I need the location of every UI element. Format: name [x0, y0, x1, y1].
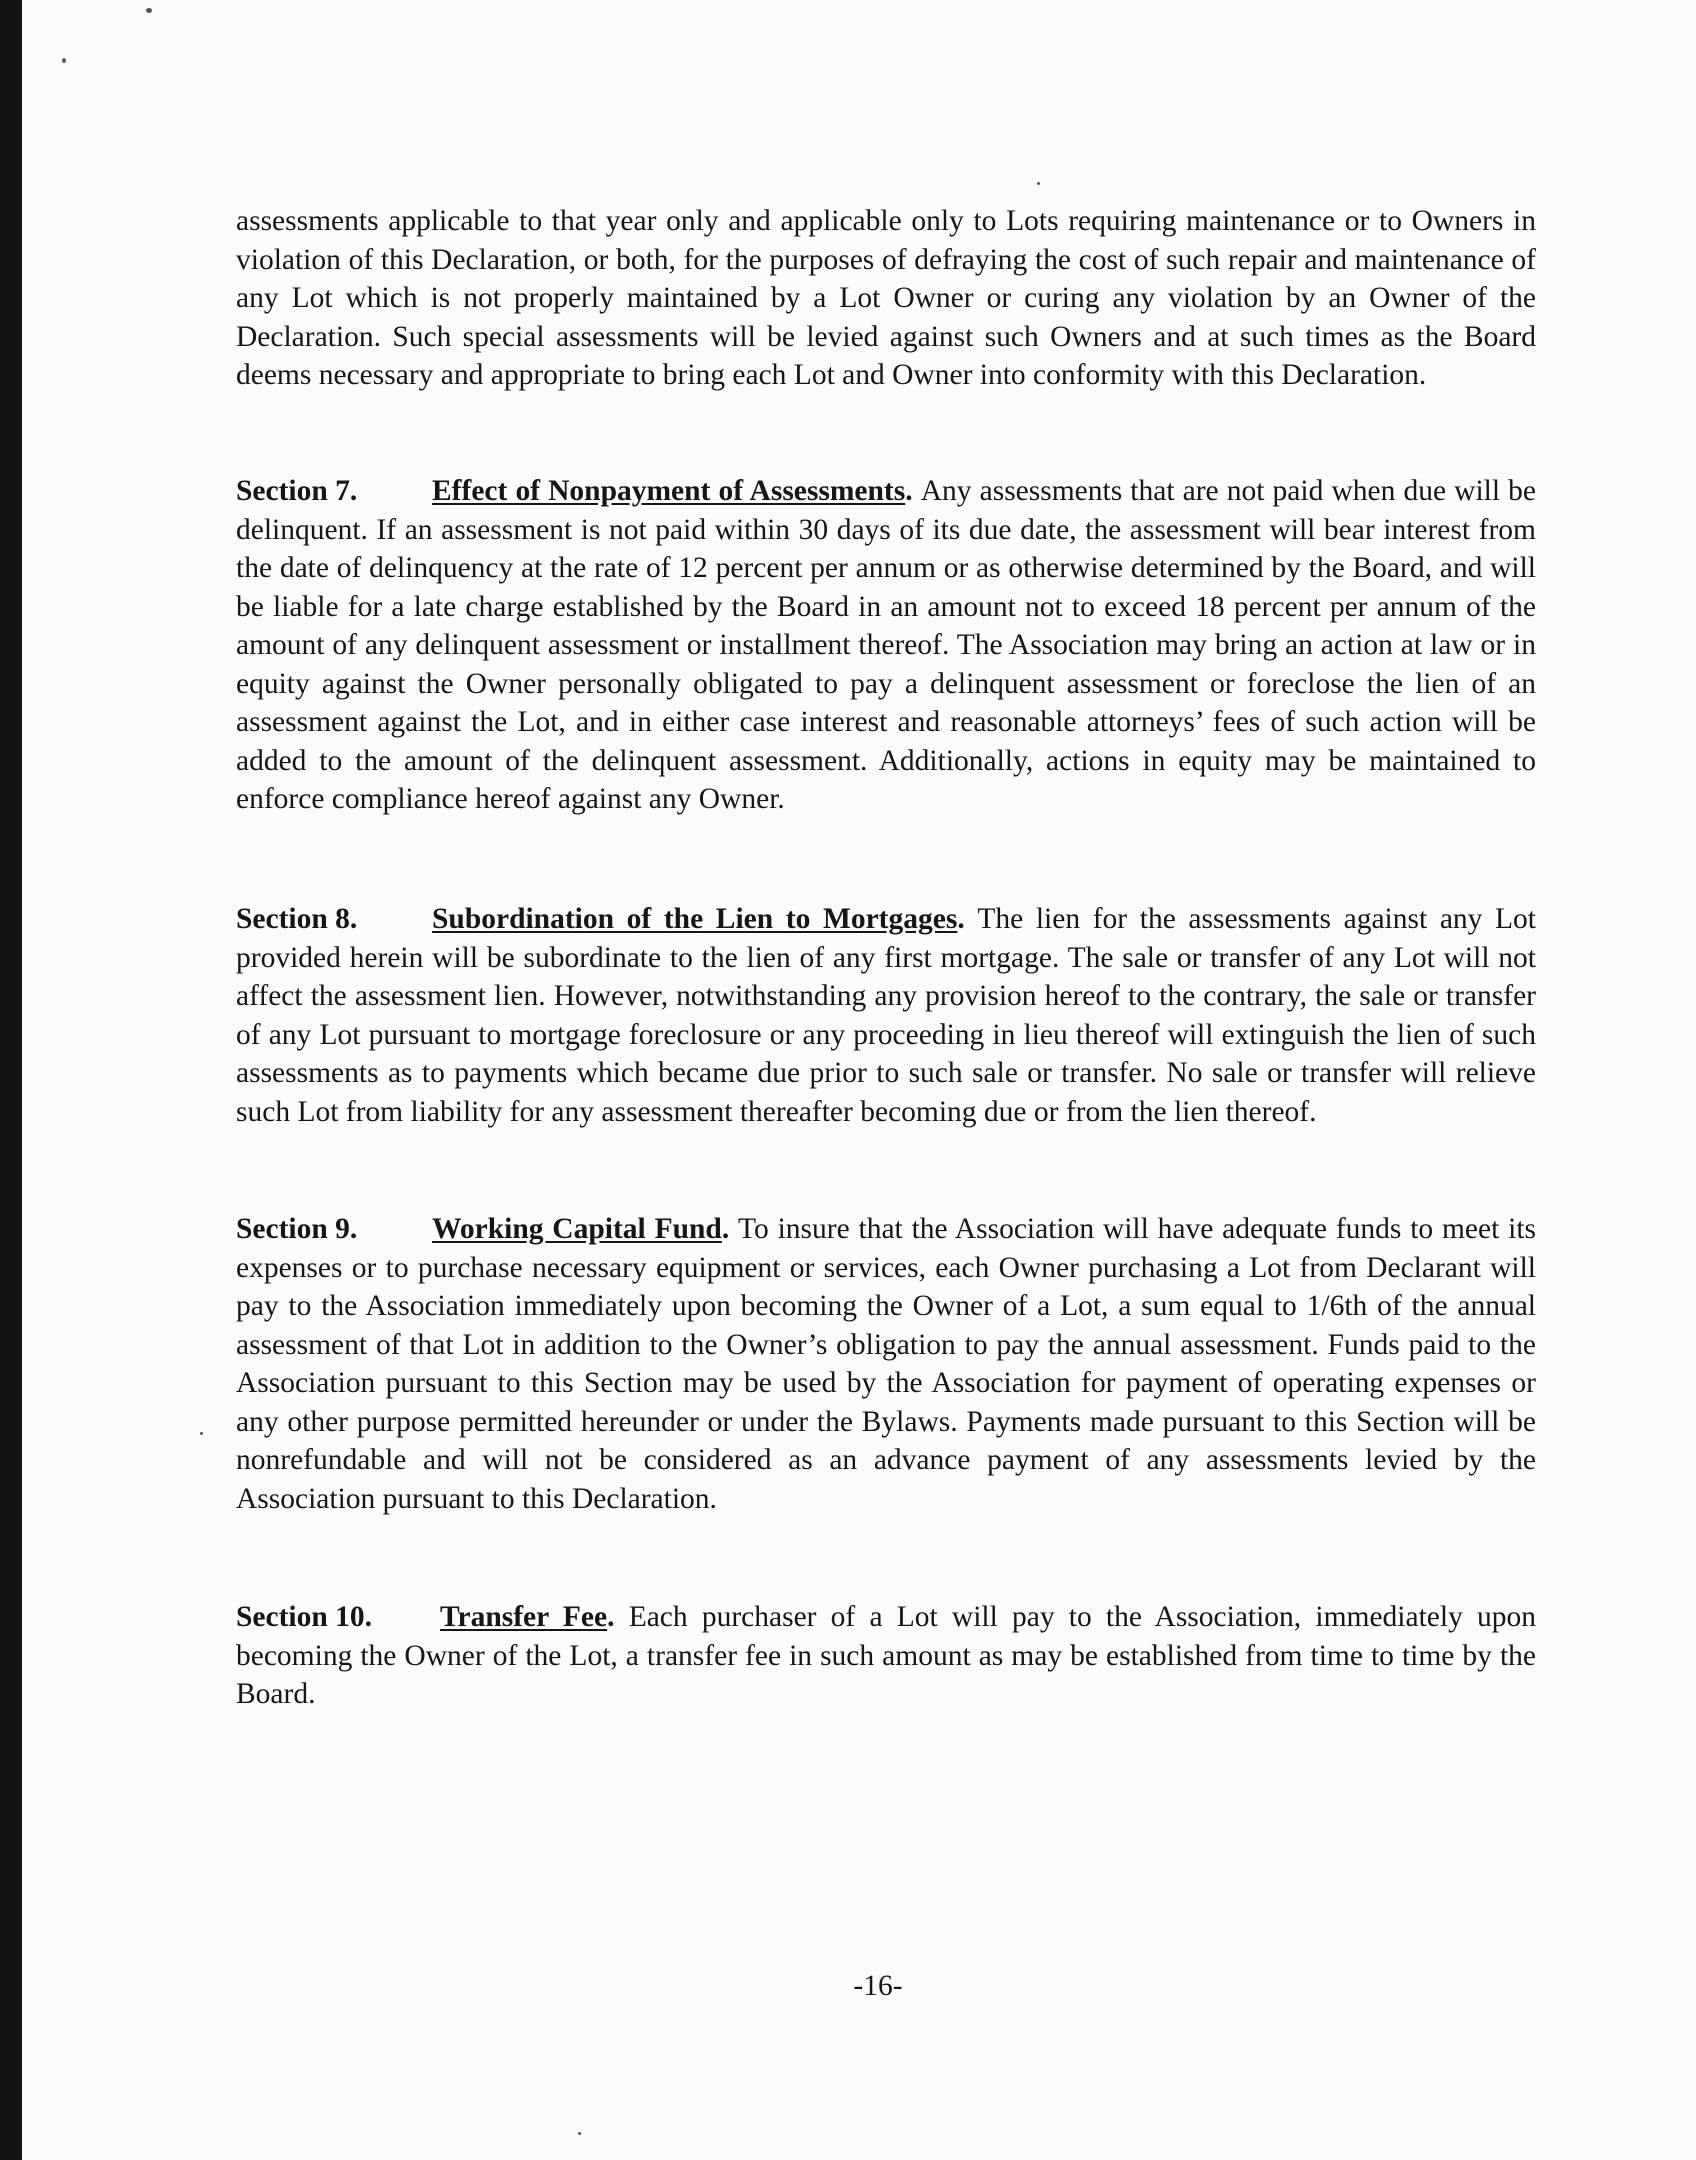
section-paragraph: Section 7. Effect of Nonpayment of Assessments. Any assessments that are not paid when due will be delinquent. If an assessment is not paid within 30 days of its due date, the assessment will bear interest from the date of delinquency at the rate of 12 percent per annum or as otherwise determined by the Board, and will be liable for a late charge established by the Board in an amount not to exceed 18 percent per annum of the amount of any delinquent assessment or installment thereof. The Association may bring an action at law or in equity against the Owner personally obligated to pay a delinquent assessment or foreclose the lien of an assessment against the Lot, and in either case interest and reasonable attorneys’ fees of such action will be added to the amount of the delinquent assessment. Additionally, actions in equity may be maintained to enforce compliance hereof against any Owner.	[236, 472, 1536, 819]
section-title: Effect of Nonpayment of Assessments	[432, 475, 906, 507]
section-body: The lien for the assessments against any Lot provided herein will be subordinate to the lien of any first mortgage. The sale or transfer of any Lot will not affect the assessment lien. However, notwithstanding any provision hereof to the contrary, the sale or transfer of any Lot pursuant to mortgage foreclosure or any proceeding in lieu thereof will extinguish the lien of such assessments as to payments which became due prior to such sale or transfer. No sale or transfer will relieve such Lot from liability for any assessment thereafter becoming due or from the lien thereof.	[236, 903, 1537, 1128]
section-number: Section 9.	[236, 1213, 358, 1245]
section-body: To insure that the Association will have adequate funds to meet its expenses or to purchase necessary equipment or services, each Owner purchasing a Lot from Declarant will pay to the Association immediately upon becoming the Owner of a Lot, a sum equal to 1/6th of the annual assessment of that Lot in addition to the Owner’s obligation to pay the annual assessment. Funds paid to the Association pursuant to this Section may be used by the Association for payment of operating expenses or any other purpose permitted hereunder or under the Bylaws. Payments made pursuant to this Section will be nonrefundable and will not be considered as an advance payment of any assessments levied by the Association pursuant to this Declaration.	[236, 1213, 1537, 1515]
section-body: Each purchaser of a Lot will pay to the Association, immediately upon becoming the Owner of the Lot, a transfer fee in such amount as may be established from time to time by the Board.	[236, 1601, 1537, 1710]
scan-edge	[0, 0, 22, 2160]
scan-speck	[200, 1432, 203, 1435]
page-number: -16-	[853, 1970, 903, 2002]
section-title: Transfer Fee	[440, 1601, 608, 1633]
section-paragraph: Section 8. Subordination of the Lien to Mortgages. The lien for the assessments against any Lot provided herein will be subordinate to the lien of any first mortgage. The sale or transfer of any Lot will not affect the assessment lien. However, notwithstanding any provision hereof to the contrary, the sale or transfer of any Lot pursuant to mortgage foreclosure or any proceeding in lieu thereof will extinguish the lien of such assessments as to payments which became due prior to such sale or transfer. No sale or transfer will relieve such Lot from liability for any assessment thereafter becoming due or from the lien thereof.	[236, 900, 1536, 1131]
section-title: Subordination of the Lien to Mortgages	[432, 903, 958, 935]
scan-speck	[146, 8, 152, 13]
section-9	[236, 1210, 1536, 1518]
section-paragraph: Section 9. Working Capital Fund. To insure that the Association will have adequate funds to meet its expenses or to purchase necessary equipment or services, each Owner purchasing a Lot from Declarant will pay to the Association immediately upon becoming the Owner of a Lot, a sum equal to 1/6th of the annual assessment of that Lot in addition to the Owner’s obligation to pay the annual assessment. Funds paid to the Association pursuant to this Section may be used by the Association for payment of operating expenses or any other purpose permitted hereunder or under the Bylaws. Payments made pursuant to this Section will be nonrefundable and will not be considered as an advance payment of any assessments levied by the Association pursuant to this Declaration.	[236, 1210, 1536, 1518]
scan-speck	[578, 2132, 581, 2135]
section-number: Section 7.	[236, 475, 358, 507]
section-7	[236, 472, 1536, 819]
section-title: Working Capital Fund	[432, 1213, 722, 1245]
section-number: Section 10.	[236, 1601, 373, 1633]
scan-speck	[62, 58, 66, 63]
intro-paragraph-block	[236, 202, 1536, 395]
section-10	[236, 1598, 1536, 1714]
scan-speck	[1037, 182, 1040, 185]
section-number: Section 8.	[236, 903, 358, 935]
intro-paragraph: assessments applicable to that year only and applicable only to Lots requiring maintenance or to Owners in violation of this Declaration, or both, for the purposes of defraying the cost of such repair and maintenance of any Lot which is not properly maintained by a Lot Owner or curing any violation by an Owner of the Declaration. Such special assessments will be levied against such Owners and at such times as the Board deems necessary and appropriate to bring each Lot and Owner into conformity with this Declaration.	[236, 205, 1536, 391]
section-8	[236, 900, 1536, 1131]
section-body: Any assessments that are not paid when due will be delinquent. If an assessment is not paid within 30 days of its due date, the assessment will bear interest from the date of delinquency at the rate of 12 percent per annum or as otherwise determined by the Board, and will be liable for a late charge established by the Board in an amount not to exceed 18 percent per annum of the amount of any delinquent assessment or installment thereof. The Association may bring an action at law or in equity against the Owner personally obligated to pay a delinquent assessment or foreclose the lien of an assessment against the Lot, and in either case interest and reasonable attorneys’ fees of such action will be added to the amount of the delinquent assessment. Additionally, actions in equity may be maintained to enforce compliance hereof against any Owner.	[236, 475, 1536, 815]
section-paragraph: Section 10. Transfer Fee. Each purchaser of a Lot will pay to the Association, immediately upon becoming the Owner of the Lot, a transfer fee in such amount as may be established from time to time by the Board.	[236, 1598, 1536, 1714]
